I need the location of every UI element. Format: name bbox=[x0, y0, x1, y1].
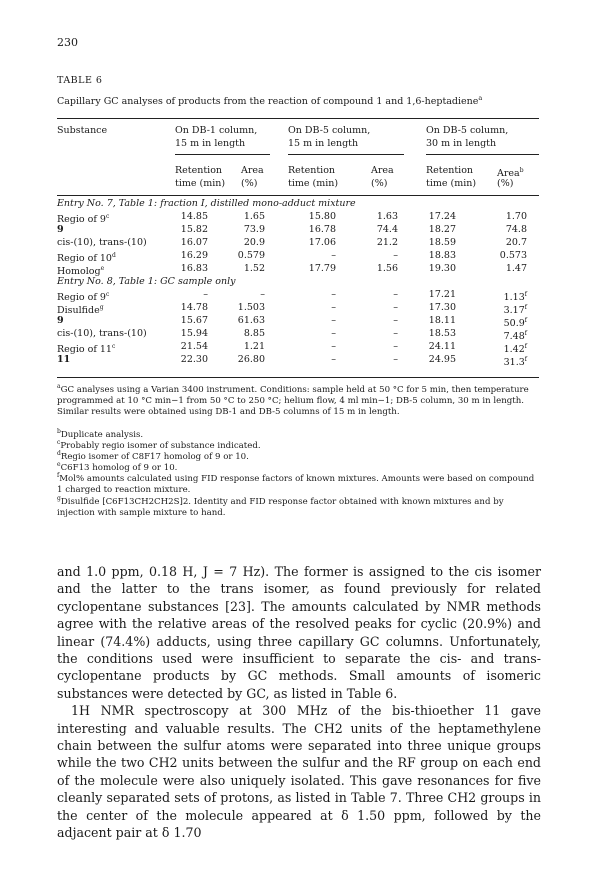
cell-value: 17.30 bbox=[428, 302, 456, 313]
cell-value: 0.579 bbox=[237, 250, 265, 261]
entry8-row-1-col-4 bbox=[393, 289, 398, 301]
cell-value: – bbox=[331, 250, 336, 261]
subheader-area-1-line1: Area bbox=[241, 165, 264, 176]
cell-value: – bbox=[331, 302, 336, 313]
table-label: TABLE 6 bbox=[57, 75, 103, 86]
footnote-mark: c bbox=[57, 439, 61, 446]
body-paragraph-2: 1H NMR spectroscopy at 300 MHz of the bis-thioether 11 gave interesting and valuable results. The CH2 units of the heptamethylene chain between the sulfur atoms were separated into three unique groups while the two CH2 units between the sulfur and the RF group on each end of the molecule were also uniquely isolated. This gave resonances for five cleanly separated sets of protons, as listed in Table 7. Three CH2 groups in the center of the molecule appeared at δ 1.50 ppm, followed by the adjacent pair at δ 1.70 bbox=[57, 703, 541, 841]
subheader-area-3-footnote-mark: b bbox=[519, 167, 524, 174]
page-number: 230 bbox=[57, 36, 78, 49]
substance-name: Homolog bbox=[57, 266, 101, 278]
cell-value: 7.48 bbox=[503, 331, 525, 343]
cell-value: 61.63 bbox=[237, 315, 265, 326]
entry8-row-6-col-3 bbox=[331, 354, 336, 366]
entry7-row-3-col-6 bbox=[506, 237, 527, 249]
cell-value: 15.80 bbox=[308, 211, 336, 222]
entry7-row-4-col-5 bbox=[429, 250, 456, 262]
entry7-row-3-substance bbox=[57, 237, 147, 249]
cell-value: – bbox=[331, 315, 336, 326]
cell-value: 15.67 bbox=[180, 315, 208, 326]
body-paragraph-1: and 1.0 ppm, 0.18 H, J = 7 Hz). The former is assigned to the cis isomer and the latter to the trans isomer, as found previously for related cyclopentane substances [23]. The amounts calculated by NMR methods agree with the relative areas of the resolved peaks for cyclic (20.9%) and linear (74.4%) adducts, using three capillary GC columns. Unfortunately, the conditions used were insufficient to separate the cis- and trans-cyclopentane products by GC methods. Small amounts of isomeric substances were detected by GC, as listed in Table 6. bbox=[57, 564, 541, 701]
table-bottom-rule bbox=[57, 377, 539, 378]
cell-value: 22.30 bbox=[180, 354, 208, 365]
col-header-db1-line1: On DB-1 column, bbox=[175, 125, 258, 136]
cell-value: 14.85 bbox=[180, 211, 208, 222]
cell-value: 1.503 bbox=[237, 302, 265, 313]
entry7-row-5-col-5 bbox=[429, 263, 456, 275]
table-caption-footnote-mark: a bbox=[478, 94, 483, 102]
substance-footnote-mark: c bbox=[111, 343, 116, 350]
cell-value: 14.78 bbox=[180, 302, 208, 313]
entry7-row-3-col-2 bbox=[244, 237, 265, 249]
entry8-row-1-col-2 bbox=[260, 289, 265, 301]
entry7-row-2-substance bbox=[57, 224, 64, 236]
entry7-row-2-col-1 bbox=[181, 224, 208, 236]
cell-value: 74.8 bbox=[505, 224, 527, 235]
substance-name: Regio of 10 bbox=[57, 253, 112, 265]
substance-footnote-mark: d bbox=[111, 252, 116, 259]
substance-name: 11 bbox=[57, 354, 71, 365]
table-caption bbox=[57, 94, 557, 107]
substance-name: cis-(10), trans-(10) bbox=[57, 328, 147, 339]
cell-value: 1.21 bbox=[243, 341, 265, 352]
substance-footnote-mark: c bbox=[105, 291, 110, 298]
substance-footnote-mark: g bbox=[99, 304, 104, 311]
entry7-row-4-col-2 bbox=[238, 250, 265, 262]
cell-value: 16.83 bbox=[180, 263, 208, 274]
entry7-row-1-col-3 bbox=[309, 211, 336, 223]
substance-name: 9 bbox=[57, 224, 64, 235]
entry7-row-1-substance bbox=[57, 211, 109, 226]
cell-value: 24.11 bbox=[428, 341, 456, 352]
subheader-retention-2-line2: time (min) bbox=[288, 178, 339, 189]
cell-value: 18.53 bbox=[428, 328, 456, 339]
cell-value: 31.3 bbox=[503, 357, 525, 369]
entry7-row-5-col-6 bbox=[506, 263, 527, 275]
entry8-row-4-substance bbox=[57, 328, 147, 340]
table-top-rule bbox=[57, 118, 539, 119]
entry7-row-2-col-4 bbox=[377, 224, 398, 236]
footnote-7 bbox=[57, 493, 539, 519]
entry7-row-5-col-2 bbox=[244, 263, 265, 275]
entry7-row-2-col-2 bbox=[244, 224, 265, 236]
substance-footnote-mark: e bbox=[100, 265, 105, 272]
entry7-row-5-col-1 bbox=[181, 263, 208, 275]
entry7-row-2-col-6 bbox=[506, 224, 527, 236]
entry7-row-5-col-3 bbox=[309, 263, 336, 275]
entry7-row-3-col-3 bbox=[309, 237, 336, 249]
entry8-row-4-col-2 bbox=[244, 328, 265, 340]
cell-value: – bbox=[393, 315, 398, 326]
footnote-text: Disulfide [C6F13CH2CH2S]2. Identity and FID response factor obtained with known mixtures and by injection with sample mixture to hand. bbox=[57, 496, 504, 519]
footnote-text: GC analyses using a Varian 3400 instrument. Conditions: sample held at 50 °C for 5 min, then temperature programmed at 10 °C min−1 from 50 °C to 250 °C; helium flow, 4 ml min−1; DB-5 column, 30 m in length. Similar results were obtained using DB-1 and DB-5 columns of 15 m in length. bbox=[57, 384, 529, 418]
entry8-row-2-col-5 bbox=[429, 302, 456, 314]
cell-value: – bbox=[393, 341, 398, 352]
cell-value: – bbox=[331, 354, 336, 365]
entry8-row-3-col-5 bbox=[429, 315, 456, 327]
cell-value: 18.59 bbox=[428, 237, 456, 248]
col-header-db1-line2: 15 m in length bbox=[175, 138, 246, 149]
cell-value: – bbox=[393, 354, 398, 365]
col-group-rule-db5-15m bbox=[288, 154, 404, 155]
cell-value: 18.83 bbox=[428, 250, 456, 261]
entry8-row-3-col-3 bbox=[331, 315, 336, 327]
entry7-row-2-col-5 bbox=[429, 224, 456, 236]
cell-value: 73.9 bbox=[243, 224, 265, 235]
subheader-area-2-line1: Area bbox=[371, 165, 394, 176]
entry8-row-5-col-5 bbox=[429, 341, 456, 353]
footnote-text: Probably regio isomer of substance indicated. bbox=[60, 440, 261, 451]
footnote-mark: d bbox=[57, 450, 61, 457]
cell-value: 17.79 bbox=[308, 263, 336, 274]
entry8-row-2-col-3 bbox=[331, 302, 336, 314]
section-heading-entry-7: Entry No. 7, Table 1: fraction I, distilled mono-adduct mixture bbox=[57, 198, 356, 209]
cell-value: – bbox=[393, 289, 398, 300]
subheader-retention-3-line1: Retention bbox=[426, 165, 474, 176]
cell-value: 1.56 bbox=[376, 263, 398, 274]
entry8-row-4-col-4 bbox=[393, 328, 398, 340]
footnote-mark: g bbox=[57, 495, 61, 502]
cell-value: 24.95 bbox=[428, 354, 456, 365]
cell-value: 16.07 bbox=[180, 237, 208, 248]
cell-footnote-mark: f bbox=[524, 343, 527, 350]
cell-value: 1.65 bbox=[243, 211, 265, 222]
cell-footnote-mark: f bbox=[524, 291, 527, 298]
entry7-row-3-col-1 bbox=[181, 237, 208, 249]
cell-value: 16.29 bbox=[180, 250, 208, 261]
entry7-row-3-col-5 bbox=[429, 237, 456, 249]
cell-value: 1.52 bbox=[243, 263, 265, 274]
cell-value: 21.54 bbox=[180, 341, 208, 352]
subheader-area-3-line2: (%) bbox=[497, 178, 514, 189]
footnote-mark: a bbox=[57, 383, 61, 390]
subheader-retention-1-line2: time (min) bbox=[175, 178, 226, 189]
entry8-row-6-col-1 bbox=[181, 354, 208, 366]
entry8-row-6-col-6 bbox=[504, 354, 527, 369]
cell-value: – bbox=[260, 289, 265, 300]
entry8-row-4-col-1 bbox=[181, 328, 208, 340]
entry8-row-3-substance bbox=[57, 315, 64, 327]
cell-value: 18.11 bbox=[428, 315, 456, 326]
entry8-row-6-col-4 bbox=[393, 354, 398, 366]
col-header-substance: Substance bbox=[57, 125, 108, 136]
cell-value: 26.80 bbox=[237, 354, 265, 365]
cell-value: – bbox=[331, 289, 336, 300]
subheader-area-3-text: Area bbox=[497, 168, 520, 180]
cell-value: – bbox=[393, 250, 398, 261]
header-bottom-rule bbox=[57, 195, 539, 196]
col-header-db5-15m-line2: 15 m in length bbox=[288, 138, 359, 149]
entry8-row-5-col-4 bbox=[393, 341, 398, 353]
cell-value: 17.21 bbox=[428, 289, 456, 300]
substance-name: cis-(10), trans-(10) bbox=[57, 237, 147, 248]
entry8-row-1-col-1 bbox=[203, 289, 208, 301]
substance-footnote-mark: c bbox=[105, 213, 110, 220]
substance-name: Regio of 9 bbox=[57, 292, 106, 304]
footnote-mark: f bbox=[57, 472, 60, 479]
cell-value: 15.82 bbox=[180, 224, 208, 235]
entry7-row-1-col-4 bbox=[377, 211, 398, 223]
subheader-retention-2-line1: Retention bbox=[288, 165, 336, 176]
entry7-row-4-col-6 bbox=[500, 250, 527, 262]
entry8-row-2-col-1 bbox=[181, 302, 208, 314]
col-header-db5-30m-line1: On DB-5 column, bbox=[426, 125, 509, 136]
cell-value: – bbox=[331, 341, 336, 352]
entry8-row-1-col-5 bbox=[429, 289, 456, 301]
cell-value: 74.4 bbox=[376, 224, 398, 235]
entry7-row-4-col-3 bbox=[331, 250, 336, 262]
cell-footnote-mark: f bbox=[524, 330, 527, 337]
substance-name: 9 bbox=[57, 315, 64, 326]
cell-footnote-mark: f bbox=[524, 304, 527, 311]
cell-value: 20.7 bbox=[505, 237, 527, 248]
footnote-text: Mol% amounts calculated using FID response factors of known mixtures. Amounts were based on compound 1 charged to reaction mixture. bbox=[57, 473, 535, 496]
entry8-row-5-col-2 bbox=[244, 341, 265, 353]
cell-value: 1.47 bbox=[505, 263, 527, 274]
entry7-row-4-col-4 bbox=[393, 250, 398, 262]
footnote-text: Duplicate analysis. bbox=[60, 429, 144, 440]
cell-value: 20.9 bbox=[243, 237, 265, 248]
entry8-row-6-col-2 bbox=[238, 354, 265, 366]
cell-value: – bbox=[393, 328, 398, 339]
footnote-mark: b bbox=[57, 428, 61, 435]
col-group-rule-db1 bbox=[175, 154, 270, 155]
substance-name: Regio of 9 bbox=[57, 214, 106, 226]
cell-value: 50.9 bbox=[503, 318, 525, 330]
entry7-row-2-col-3 bbox=[309, 224, 336, 236]
cell-value: 17.06 bbox=[308, 237, 336, 248]
cell-value: 17.24 bbox=[428, 211, 456, 222]
footnote-text: Regio isomer of C8F17 homolog of 9 or 10. bbox=[60, 451, 249, 462]
substance-name: Regio of 11 bbox=[57, 344, 112, 356]
cell-value: 8.85 bbox=[243, 328, 265, 339]
entry8-row-2-col-4 bbox=[393, 302, 398, 314]
body-text bbox=[57, 563, 541, 842]
footnote-text: C6F13 homolog of 9 or 10. bbox=[60, 462, 178, 473]
cell-value: 0.573 bbox=[499, 250, 527, 261]
cell-value: – bbox=[331, 328, 336, 339]
entry8-row-4-col-5 bbox=[429, 328, 456, 340]
entry8-row-3-col-4 bbox=[393, 315, 398, 327]
cell-value: 1.13 bbox=[503, 292, 525, 304]
col-header-db5-15m-line1: On DB-5 column, bbox=[288, 125, 371, 136]
entry8-row-4-col-3 bbox=[331, 328, 336, 340]
entry7-row-1-col-2 bbox=[244, 211, 265, 223]
cell-value: – bbox=[393, 302, 398, 313]
cell-value: 3.17 bbox=[503, 305, 525, 317]
cell-value: 19.30 bbox=[428, 263, 456, 274]
col-header-db5-30m-line2: 30 m in length bbox=[426, 138, 497, 149]
entry8-row-5-col-1 bbox=[181, 341, 208, 353]
cell-value: 15.94 bbox=[180, 328, 208, 339]
entry7-row-1-col-6 bbox=[506, 211, 527, 223]
subheader-area-2-line2: (%) bbox=[371, 178, 388, 189]
entry7-row-1-col-5 bbox=[429, 211, 456, 223]
footnote-mark: e bbox=[57, 461, 61, 468]
substance-name: Disulfide bbox=[57, 305, 100, 317]
subheader-area-1-line2: (%) bbox=[241, 178, 258, 189]
entry8-row-5-col-3 bbox=[331, 341, 336, 353]
entry8-row-3-col-1 bbox=[181, 315, 208, 327]
entry7-row-4-col-1 bbox=[181, 250, 208, 262]
entry8-row-6-substance bbox=[57, 354, 70, 366]
entry8-row-1-col-3 bbox=[331, 289, 336, 301]
cell-value: 1.70 bbox=[505, 211, 527, 222]
cell-value: 21.2 bbox=[376, 237, 398, 248]
subheader-retention-1-line1: Retention bbox=[175, 165, 223, 176]
entry7-row-1-col-1 bbox=[181, 211, 208, 223]
entry8-row-2-col-2 bbox=[238, 302, 265, 314]
cell-value: 18.27 bbox=[428, 224, 456, 235]
cell-value: – bbox=[203, 289, 208, 300]
cell-footnote-mark: f bbox=[524, 317, 527, 324]
cell-value: 1.63 bbox=[376, 211, 398, 222]
cell-value: 1.42 bbox=[503, 344, 525, 356]
entry7-row-5-col-4 bbox=[377, 263, 398, 275]
cell-footnote-mark: f bbox=[524, 356, 527, 363]
section-heading-entry-8: Entry No. 8, Table 1: GC sample only bbox=[57, 276, 236, 287]
footnote-1 bbox=[57, 381, 539, 418]
table-caption-text: Capillary GC analyses of products from the reaction of compound 1 and 1,6-heptadiene bbox=[57, 96, 479, 108]
entry7-row-3-col-4 bbox=[377, 237, 398, 249]
entry8-row-3-col-2 bbox=[238, 315, 265, 327]
entry8-row-6-col-5 bbox=[429, 354, 456, 366]
cell-value: 16.78 bbox=[308, 224, 336, 235]
col-group-rule-db5-30m bbox=[426, 154, 539, 155]
subheader-retention-3-line2: time (min) bbox=[426, 178, 477, 189]
